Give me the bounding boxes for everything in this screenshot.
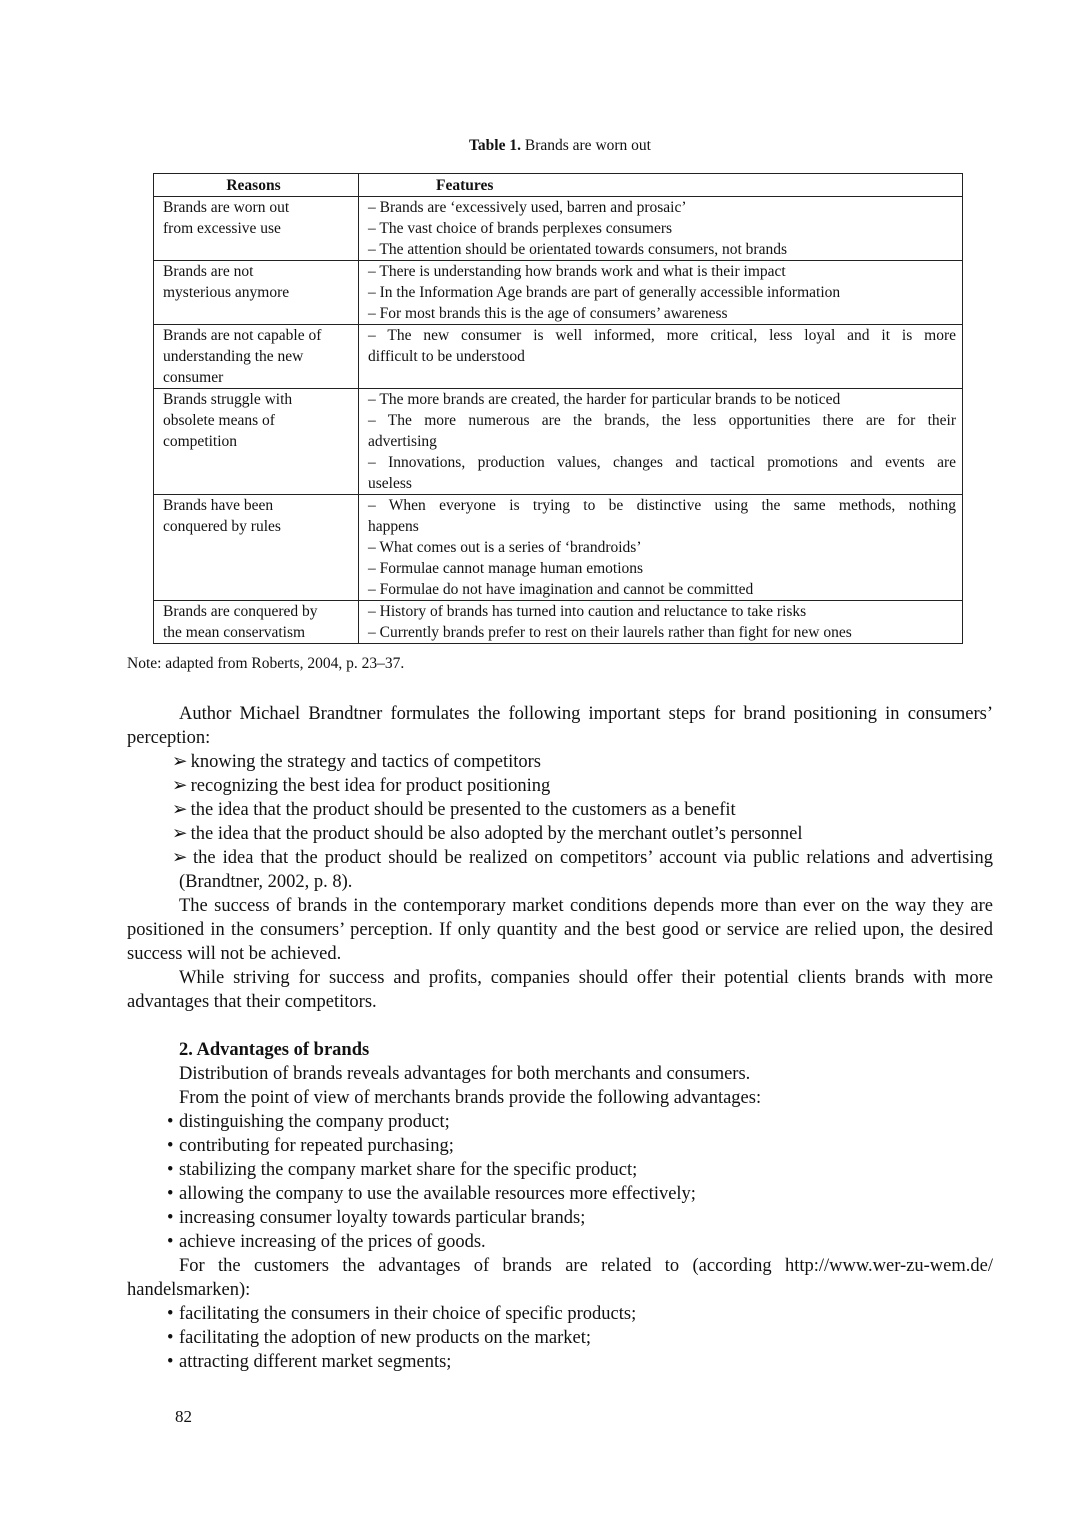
bullet-icon: • xyxy=(167,1184,174,1204)
list-item-text: attracting different market segments; xyxy=(179,1352,452,1372)
feature-line: – History of brands has turned into caution and reluctance to take risks xyxy=(368,603,807,620)
paragraph: Distribution of brands reveals advantages for both merchants and consumers. xyxy=(179,1064,751,1084)
reason-line: obsolete means of xyxy=(163,412,275,429)
list-item-text: increasing consumer loyalty towards particular brands; xyxy=(179,1208,586,1228)
table-caption-label: Table 1. xyxy=(469,137,521,154)
features-cell xyxy=(359,197,963,261)
reason-line: Brands are not capable of xyxy=(163,327,322,344)
brands-table xyxy=(153,173,963,644)
list-item xyxy=(127,750,993,774)
bullet-icon: • xyxy=(167,1352,174,1372)
reason-line: understanding the new xyxy=(163,348,304,365)
list-item-text: contributing for repeated purchasing; xyxy=(179,1136,454,1156)
reason-cell xyxy=(154,495,359,601)
bullet-icon: • xyxy=(167,1232,174,1252)
list-item-text: distinguishing the company product; xyxy=(179,1112,450,1132)
bullet-icon: • xyxy=(167,1112,174,1132)
citation: (Brandtner, 2002, p. 8). xyxy=(179,872,353,892)
list-item-text: the idea that the product should be also adopted by the merchant outlet’s personnel xyxy=(190,824,803,844)
arrow-bullet-icon: ➢ xyxy=(172,848,188,868)
list-item-text: achieve increasing of the prices of goods. xyxy=(179,1232,486,1252)
list-item-text: the idea that the product should be presented to the customers as a benefit xyxy=(190,800,736,820)
feature-line: happens xyxy=(368,518,419,535)
reason-line: Brands struggle with xyxy=(163,391,293,408)
list-item xyxy=(127,1206,993,1230)
page-number: 82 xyxy=(175,1407,192,1426)
list-item-text: stabilizing the company market share for the specific product; xyxy=(179,1160,638,1180)
list-item-text: facilitating the adoption of new products on the market; xyxy=(179,1328,592,1348)
table-row xyxy=(154,325,963,389)
header-features: Features xyxy=(359,174,963,197)
header-reasons: Reasons xyxy=(154,174,359,197)
reason-line: competition xyxy=(163,433,238,450)
feature-line: – For most brands this is the age of consumers’ awareness xyxy=(368,305,728,322)
feature-line: – The vast choice of brands perplexes consumers xyxy=(368,220,673,237)
feature-line: – Innovations, production values, changes and tactical promotions and events are xyxy=(368,454,956,471)
bullet-icon: • xyxy=(167,1160,174,1180)
feature-line: – Formulae cannot manage human emotions xyxy=(368,560,644,577)
arrow-bullet-icon: ➢ xyxy=(172,800,188,820)
list-item xyxy=(127,1110,993,1134)
feature-line: difficult to be understood xyxy=(368,348,525,365)
reason-line: Brands are not xyxy=(163,263,254,280)
feature-line: – The more numerous are the brands, the less opportunities there are for their xyxy=(368,412,956,429)
features-cell xyxy=(359,495,963,601)
reason-line: Brands have been xyxy=(163,497,274,514)
reason-line: mysterious anymore xyxy=(163,284,290,301)
spacer xyxy=(127,1014,993,1038)
list-item xyxy=(127,1158,993,1182)
list-item xyxy=(127,846,993,870)
paragraph: The success of brands in the contemporary market conditions depends more than ever on the way they are positioned in the consumers’ perception. If only quantity and the best good or service are relied upon, the desired success will not be achieved. xyxy=(127,896,993,964)
reason-cell xyxy=(154,325,359,389)
reason-line: Brands are conquered by xyxy=(163,603,318,620)
list-item-text: recognizing the best idea for product positioning xyxy=(190,776,551,796)
feature-line: – The more brands are created, the harder for particular brands to be noticed xyxy=(368,391,841,408)
list-item xyxy=(127,774,993,798)
list-item-text: knowing the strategy and tactics of competitors xyxy=(190,752,542,772)
reason-line: conquered by rules xyxy=(163,518,281,535)
table-row xyxy=(154,197,963,261)
list-item xyxy=(127,1182,993,1206)
feature-line: – Brands are ‘excessively used, barren and prosaic’ xyxy=(368,199,687,216)
paragraph-intro-line2: perception: xyxy=(127,728,211,748)
arrow-bullet-icon: ➢ xyxy=(172,752,188,772)
list-item xyxy=(127,1326,993,1350)
reason-cell xyxy=(154,197,359,261)
feature-line: – Formulae do not have imagination and cannot be committed xyxy=(368,581,754,598)
feature-line: – There is understanding how brands work and what is their impact xyxy=(368,263,786,280)
features-cell xyxy=(359,325,963,389)
list-item-text: allowing the company to use the available resources more effectively; xyxy=(179,1184,696,1204)
section-heading: 2. Advantages of brands xyxy=(179,1040,370,1060)
list-item-text: facilitating the consumers in their choice of specific products; xyxy=(179,1304,637,1324)
reason-cell xyxy=(154,261,359,325)
features-cell xyxy=(359,261,963,325)
list-item xyxy=(127,1350,993,1374)
bullet-icon: • xyxy=(167,1208,174,1228)
paragraph-intro-line1: Author Michael Brandtner formulates the following important steps for brand positioning in consumers’ xyxy=(179,704,993,724)
table-row xyxy=(154,389,963,495)
table-row xyxy=(154,495,963,601)
list-item xyxy=(127,822,993,846)
feature-line: – Currently brands prefer to rest on their laurels rather than fight for new ones xyxy=(368,624,852,641)
paragraph: From the point of view of merchants brands provide the following advantages: xyxy=(179,1088,762,1108)
reason-cell xyxy=(154,601,359,644)
reason-line: Brands are worn out xyxy=(163,199,290,216)
bullet-icon: • xyxy=(167,1304,174,1324)
feature-line: useless xyxy=(368,475,412,492)
feature-line: advertising xyxy=(368,433,437,450)
arrow-bullet-icon: ➢ xyxy=(172,824,188,844)
list-item xyxy=(127,798,993,822)
table-caption-text: Brands are worn out xyxy=(520,137,651,154)
feature-line: – The attention should be orientated towards consumers, not brands xyxy=(368,241,787,258)
feature-line: – What comes out is a series of ‘brandroids’ xyxy=(368,539,642,556)
feature-line: – When everyone is trying to be distinctive using the same methods, nothing xyxy=(368,497,956,514)
table-row xyxy=(154,601,963,644)
table-note: Note: adapted from Roberts, 2004, p. 23–37. xyxy=(127,655,405,672)
reason-line: the mean conservatism xyxy=(163,624,306,641)
bullet-icon: • xyxy=(167,1136,174,1156)
table-caption xyxy=(0,137,1080,155)
list-item xyxy=(127,1302,993,1326)
feature-line: – In the Information Age brands are part of generally accessible information xyxy=(368,284,841,301)
reason-line: consumer xyxy=(163,369,224,386)
paragraph: While striving for success and profits, companies should offer their potential clients brands with more advantages that their competitors. xyxy=(127,968,993,1012)
reason-cell xyxy=(154,389,359,495)
paragraph: For the customers the advantages of brands are related to (according http://www.wer-zu-wem.de/ handelsmarken): xyxy=(127,1256,993,1300)
list-item-text: the idea that the product should be realized on competitors’ account via public relations and advertising xyxy=(193,848,994,868)
table-header-row xyxy=(154,174,963,197)
features-cell xyxy=(359,389,963,495)
reason-line: from excessive use xyxy=(163,220,281,237)
table-row xyxy=(154,261,963,325)
bullet-icon: • xyxy=(167,1328,174,1348)
body-text xyxy=(127,702,993,1374)
list-item xyxy=(127,1134,993,1158)
list-item xyxy=(127,1230,993,1254)
arrow-bullet-icon: ➢ xyxy=(172,776,188,796)
features-cell xyxy=(359,601,963,644)
feature-line: – The new consumer is well informed, more critical, less loyal and it is more xyxy=(368,327,956,344)
